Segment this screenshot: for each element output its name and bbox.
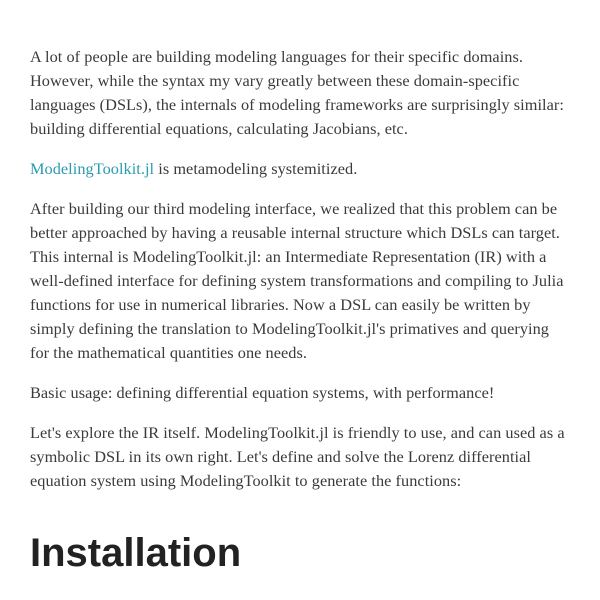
section-heading: Installation [30, 531, 242, 575]
explore-paragraph: Let's explore the IR itself. ModelingToolkit.jl is friendly to use, and can used as a symbolic DSL in its own right. Let's define and solve the Lorenz differential equation system using ModelingToolkit to generate the functions: [30, 423, 565, 490]
modelingtoolkit-link[interactable]: ModelingToolkit.jl [30, 159, 155, 178]
basic-usage-paragraph: Basic usage: defining differential equation systems, with performance! [30, 383, 495, 402]
ir-paragraph: After building our third modeling interface, we realized that this problem can be better approached by having a reusable internal structure which DSLs can target. This internal is ModelingToolkit.jl: an Intermediate Representation (IR) with a well-defined interface for defining system transformations and compiling to Julia functions for use in numerical libraries. Now a DSL can easily be written by simply defining the translation to ModelingToolkit.jl's primatives and querying for the mathematical quantities one needs. [30, 199, 564, 362]
tagline-text: is metamodeling systemitized. [154, 159, 358, 178]
article-body [30, 45, 570, 573]
tagline-paragraph [30, 157, 570, 181]
intro-paragraph: A lot of people are building modeling languages for their specific domains. However, while the syntax my vary greatly between these domain-specific languages (DSLs), the internals of modeling frameworks are surprisingly similar: building differential equations, calculating Jacobians, etc. [30, 47, 564, 138]
